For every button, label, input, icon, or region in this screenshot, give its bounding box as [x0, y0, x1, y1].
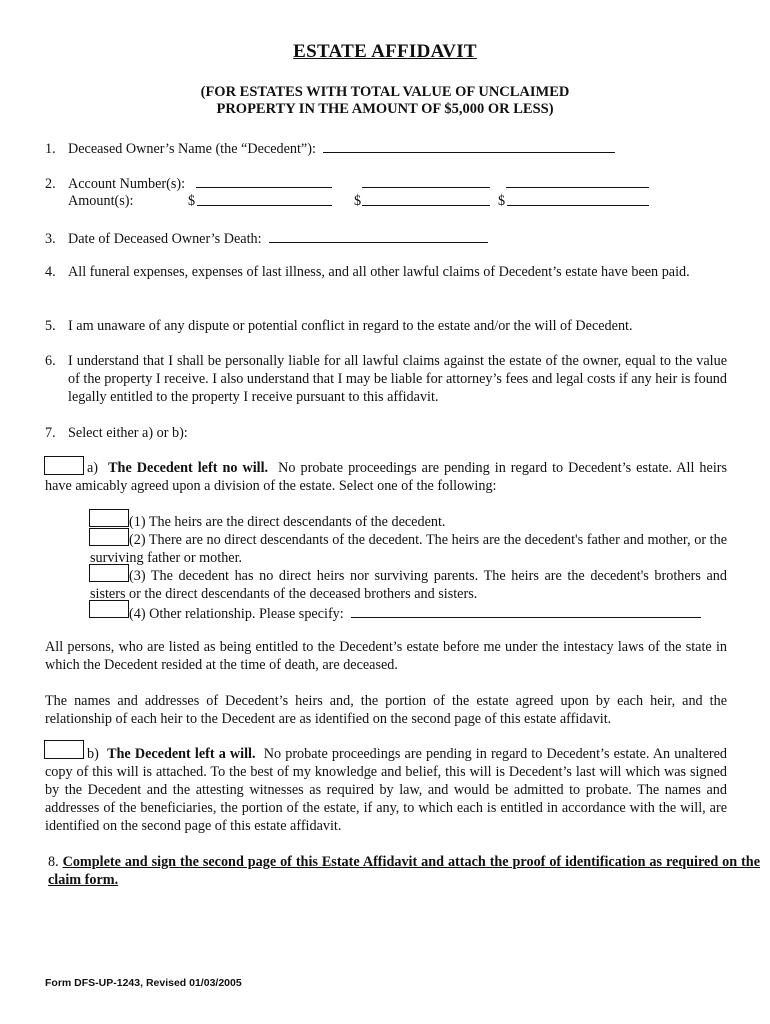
item-6-text: I understand that I shall be personally liable for all lawful claims against the estate of the owner, equal to the value of the property I receive. I also understand that I may be liable for attorney’s fees and legal costs if any heir is found legally entitled to the property I receive pursuant to this affidavit.: [68, 353, 727, 405]
option-a-paragraph: [45, 459, 727, 495]
option-b-text: No probate proceedings are pending in regard to Decedent’s estate. An unaltered copy of this will is attached. To the best of my knowledge and belief, this will is Decedent’s last will which was signed by the Decedent and the attesting witnesses as required by law, and would be admitted to probate. The names and addresses of the beneficiaries, the portion of the estate, if any, to which each is entitled in accordance with the will, are identified on the second page of this estate affidavit.: [45, 746, 728, 834]
death-date-label: Date of Deceased Owner’s Death:: [68, 231, 262, 247]
option-a1-text: (1) The heirs are the direct descendants of the decedent.: [129, 514, 446, 530]
intestacy-paragraph: All persons, who are listed as being entitled to the Decedent’s estate before me under the intestacy laws of the state in which the Decedent resided at the time of death, are deceased.: [45, 639, 727, 673]
item-4-text: All funeral expenses, expenses of last illness, and all other lawful claims of Decedent’s estate have been paid.: [68, 264, 690, 280]
item-1: 1. Deceased Owner’s Name (the “Decedent”):: [45, 138, 615, 158]
option-a4-row: [129, 603, 701, 623]
document-title: ESTATE AFFIDAVIT: [293, 41, 477, 62]
option-a4-text: (4) Other relationship. Please specify:: [129, 606, 344, 622]
option-a-label: a): [87, 460, 99, 476]
item-2-account-row: 2. Account Number(s):: [45, 176, 186, 192]
heirs-paragraph: The names and addresses of Decedent’s heirs and, the portion of the estate agreed upon by each heir, and the relationship of each heir to the Decedent are as identified on the second page of this estate affidavit.: [45, 693, 727, 727]
subtitle-line-1: (FOR ESTATES WITH TOTAL VALUE OF UNCLAIMED: [200, 84, 570, 100]
item-5-text: I am unaware of any dispute or potential conflict in regard to the estate and/or the will of Decedent.: [68, 318, 633, 334]
account-number-field-3[interactable]: [506, 173, 649, 188]
dollar-sign-3: $: [498, 193, 506, 209]
other-relationship-field[interactable]: [351, 603, 701, 618]
account-number-field-1[interactable]: [196, 173, 332, 188]
item-7-text: Select either a) or b):: [68, 425, 188, 441]
amount-field-3[interactable]: [507, 191, 649, 206]
amount-field-2[interactable]: [362, 191, 490, 206]
option-b-paragraph: [45, 745, 727, 835]
item-8-number: 8.: [48, 854, 59, 870]
item-8: [48, 853, 760, 889]
item-7: 7. Select either a) or b):: [45, 425, 188, 441]
account-numbers-label: Account Number(s):: [68, 176, 186, 192]
form-footer: Form DFS-UP-1243, Revised 01/03/2005: [45, 977, 242, 989]
account-number-field-2[interactable]: [362, 173, 490, 188]
item-6: 6. I understand that I shall be personally liable for all lawful claims against the estate of the owner, equal to the value of the property I receive. I also understand that I may be liable for attorney’s fees and legal costs if any heir is found legally entitled to the property I receive pursuant to this affidavit.: [45, 353, 727, 405]
subtitle-line-2: PROPERTY IN THE AMOUNT OF $5,000 OR LESS): [216, 101, 554, 117]
amount-field-1[interactable]: [197, 191, 332, 206]
dollar-sign-2: $: [354, 193, 362, 209]
dollar-sign-1: $: [188, 193, 196, 209]
item-5: 5. I am unaware of any dispute or potential conflict in regard to the estate and/or the will of Decedent.: [45, 318, 633, 334]
amounts-label: Amount(s):: [68, 193, 134, 209]
option-a2-text: (2) There are no direct descendants of the decedent. The heirs are the decedent's father and mother, or the surviving father or mother.: [90, 532, 727, 566]
option-a-text: No probate proceedings are pending in regard to Decedent’s estate. All heirs have amicably agreed upon a division of the estate. Select one of the following:: [45, 460, 728, 494]
option-b-label: b): [87, 746, 99, 762]
option-b-heading: The Decedent left a will.: [107, 746, 256, 762]
death-date-field[interactable]: [269, 228, 488, 243]
decedent-name-field[interactable]: [323, 138, 615, 153]
option-a-heading: The Decedent left no will.: [108, 460, 269, 476]
document-subtitle: [0, 84, 770, 118]
item-4: 4. All funeral expenses, expenses of last illness, and all other lawful claims of Decedent’s estate have been paid.: [45, 264, 690, 280]
option-a3-text: (3) The decedent has no direct heirs nor surviving parents. The heirs are the decedent's brothers and sisters or the direct descendants of the deceased brothers and sisters.: [90, 568, 727, 602]
item-8-text: Complete and sign the second page of this Estate Affidavit and attach the proof of identification as required on the claim form.: [48, 854, 760, 888]
decedent-name-label: Deceased Owner’s Name (the “Decedent”):: [68, 141, 316, 157]
item-3: 3. Date of Deceased Owner’s Death:: [45, 228, 488, 248]
